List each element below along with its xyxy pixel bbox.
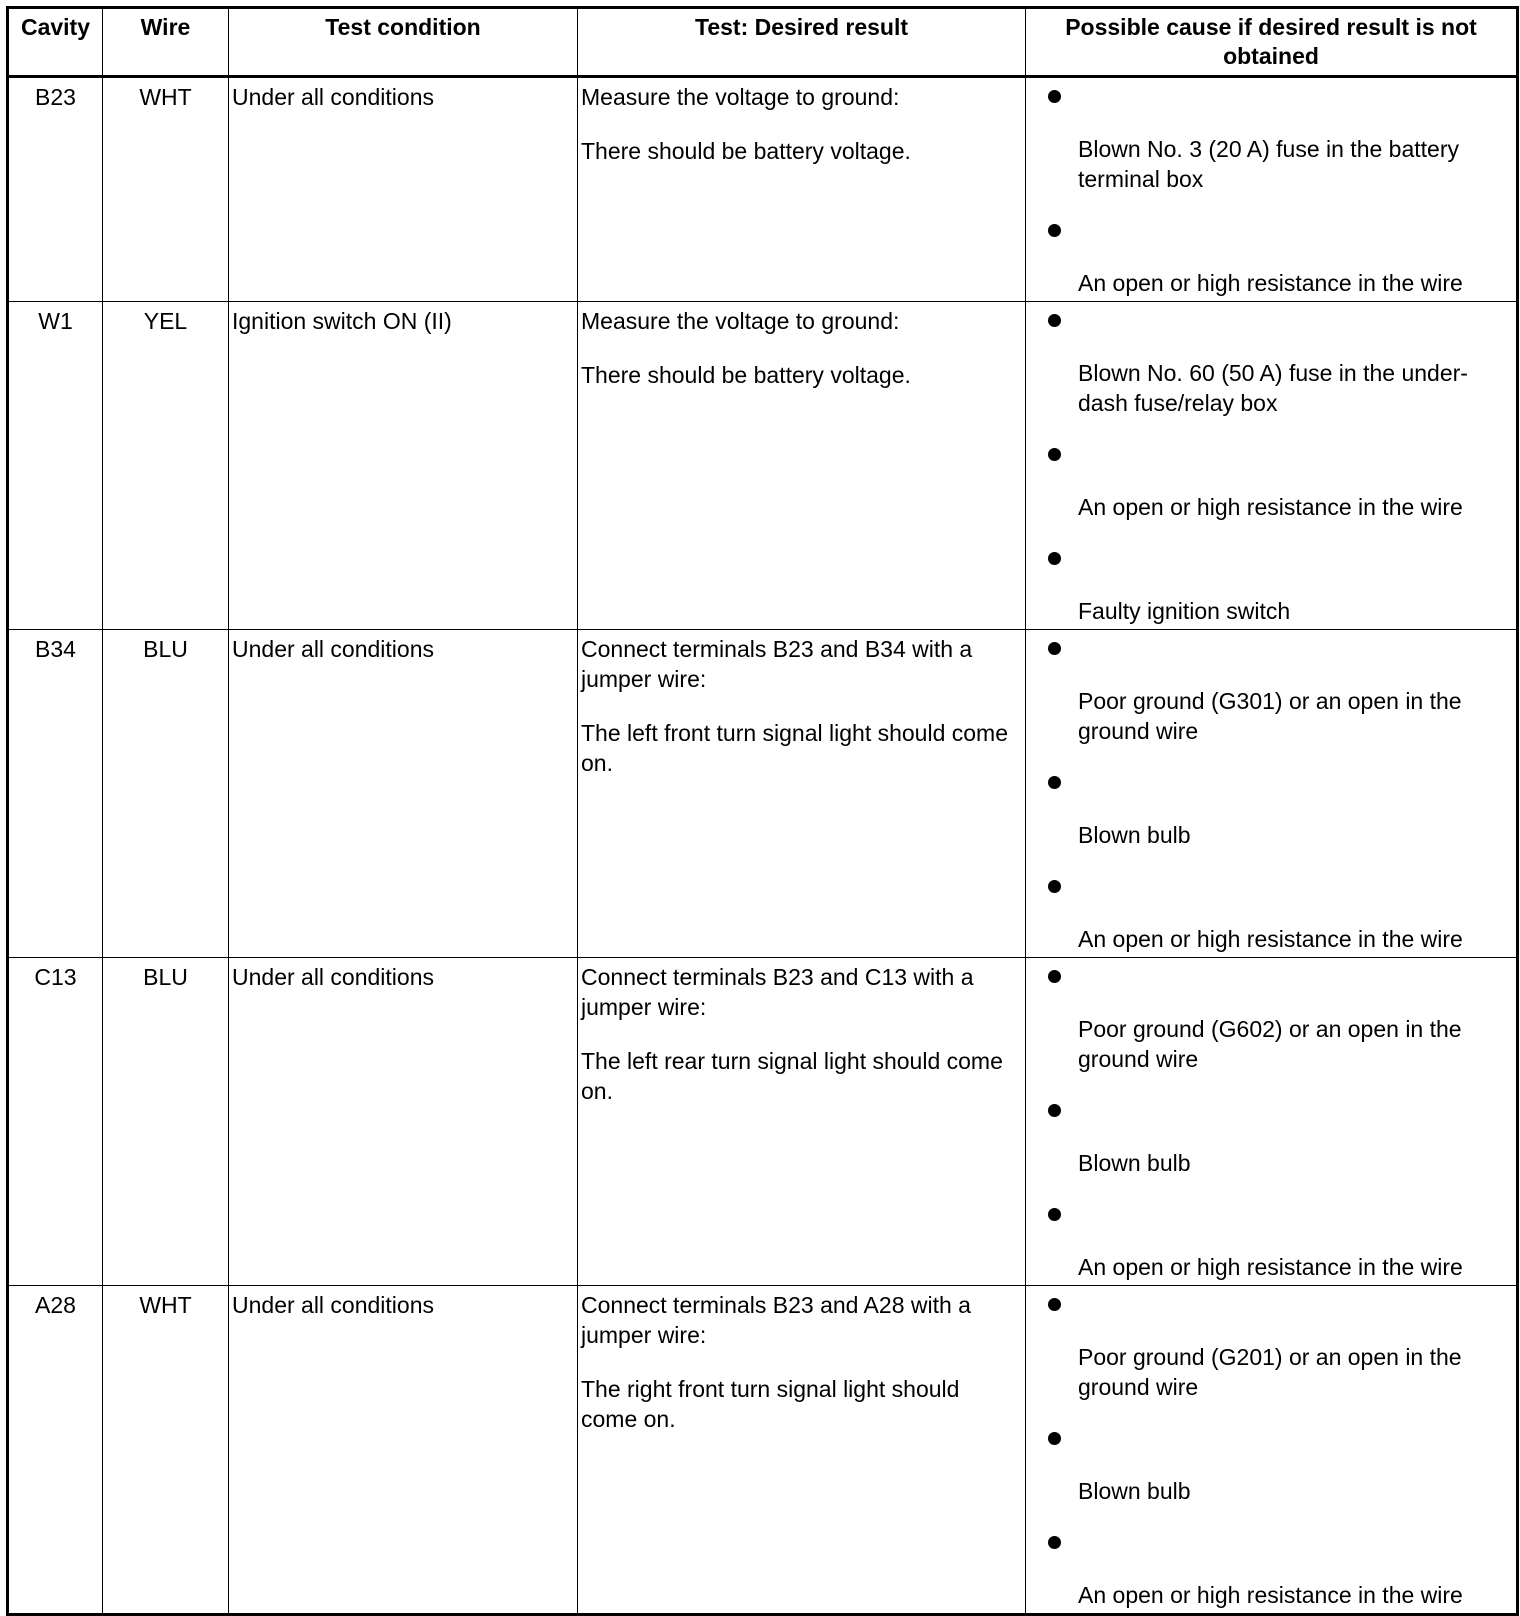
- cause-text: An open or high resistance in the wire: [1078, 1582, 1463, 1608]
- cause-item: [1026, 1196, 1516, 1282]
- cause-text: Blown No. 60 (50 A) fuse in the under-dash fuse/relay box: [1078, 360, 1468, 416]
- condition-cell: Under all conditions: [229, 958, 578, 1286]
- cause-cell: [1026, 302, 1518, 630]
- cause-cell: [1026, 630, 1518, 958]
- cause-text: Faulty ignition switch: [1078, 598, 1291, 624]
- cause-text: Blown No. 3 (20 A) fuse in the battery terminal box: [1078, 136, 1459, 192]
- header-desired-result: Test: Desired result: [578, 8, 1026, 77]
- bullet-icon: [1048, 224, 1061, 237]
- cause-text: Blown bulb: [1078, 822, 1191, 848]
- cause-item: [1026, 78, 1516, 194]
- cause-item: [1026, 1092, 1516, 1178]
- cause-item: [1026, 764, 1516, 850]
- cause-item: [1026, 1286, 1516, 1402]
- wire-cell: BLU: [103, 958, 229, 1286]
- table-header-row: [8, 8, 1518, 77]
- wire-cell: BLU: [103, 630, 229, 958]
- cavity-cell: A28: [8, 1286, 103, 1615]
- bullet-icon: [1048, 1298, 1061, 1311]
- bullet-icon: [1048, 1432, 1061, 1445]
- bullet-icon: [1048, 880, 1061, 893]
- cause-cell: [1026, 958, 1518, 1286]
- cause-cell: [1026, 1286, 1518, 1615]
- bullet-icon: [1048, 90, 1061, 103]
- cause-text: Poor ground (G201) or an open in the ground wire: [1078, 1344, 1462, 1400]
- cause-item: [1026, 1420, 1516, 1506]
- result-line: The left rear turn signal light should come on.: [581, 1048, 1003, 1104]
- bullet-icon: [1048, 1536, 1061, 1549]
- bullet-icon: [1048, 552, 1061, 565]
- wire-cell: WHT: [103, 1286, 229, 1615]
- cause-text: An open or high resistance in the wire: [1078, 926, 1463, 952]
- result-line: Connect terminals B23 and A28 with a jumper wire:: [581, 1292, 971, 1348]
- wire-cell: YEL: [103, 302, 229, 630]
- result-line: Connect terminals B23 and C13 with a jumper wire:: [581, 964, 974, 1020]
- bullet-icon: [1048, 314, 1061, 327]
- cause-text: Poor ground (G301) or an open in the ground wire: [1078, 688, 1462, 744]
- result-cell: [578, 958, 1026, 1286]
- cause-text: Poor ground (G602) or an open in the ground wire: [1078, 1016, 1462, 1072]
- condition-cell: Under all conditions: [229, 630, 578, 958]
- result-cell: [578, 1286, 1026, 1615]
- table-row: [8, 630, 1518, 958]
- header-wire: Wire: [103, 8, 229, 77]
- cause-item: [1026, 958, 1516, 1074]
- cause-item: [1026, 630, 1516, 746]
- result-line: Measure the voltage to ground:: [581, 84, 900, 110]
- result-line: There should be battery voltage.: [581, 362, 911, 388]
- condition-cell: Under all conditions: [229, 1286, 578, 1615]
- cause-text: Blown bulb: [1078, 1478, 1191, 1504]
- bullet-icon: [1048, 776, 1061, 789]
- header-cavity: Cavity: [8, 8, 103, 77]
- table-row: [8, 77, 1518, 302]
- cause-text: An open or high resistance in the wire: [1078, 494, 1463, 520]
- bullet-icon: [1048, 1104, 1061, 1117]
- cavity-cell: B34: [8, 630, 103, 958]
- cavity-cell: C13: [8, 958, 103, 1286]
- cavity-cell: B23: [8, 77, 103, 302]
- cause-item: [1026, 436, 1516, 522]
- diagnostic-table: [6, 6, 1519, 1616]
- wire-cell: WHT: [103, 77, 229, 302]
- cause-text: An open or high resistance in the wire: [1078, 1254, 1463, 1280]
- table-row: [8, 1286, 1518, 1615]
- result-cell: [578, 630, 1026, 958]
- bullet-icon: [1048, 448, 1061, 461]
- header-test-condition: Test condition: [229, 8, 578, 77]
- cause-text: An open or high resistance in the wire: [1078, 270, 1463, 296]
- condition-cell: Ignition switch ON (II): [229, 302, 578, 630]
- cause-text: Blown bulb: [1078, 1150, 1191, 1176]
- cause-item: [1026, 868, 1516, 954]
- cavity-cell: W1: [8, 302, 103, 630]
- header-possible-cause: Possible cause if desired result is not obtained: [1026, 8, 1518, 77]
- condition-cell: Under all conditions: [229, 77, 578, 302]
- result-line: There should be battery voltage.: [581, 138, 911, 164]
- cause-item: [1026, 540, 1516, 626]
- result-cell: [578, 77, 1026, 302]
- result-line: Connect terminals B23 and B34 with a jumper wire:: [581, 636, 973, 692]
- result-line: The right front turn signal light should come on.: [581, 1376, 960, 1432]
- result-cell: [578, 302, 1026, 630]
- bullet-icon: [1048, 970, 1061, 983]
- bullet-icon: [1048, 1208, 1061, 1221]
- table-row: [8, 958, 1518, 1286]
- cause-item: [1026, 1524, 1516, 1610]
- bullet-icon: [1048, 642, 1061, 655]
- cause-item: [1026, 302, 1516, 418]
- result-line: Measure the voltage to ground:: [581, 308, 900, 334]
- result-line: The left front turn signal light should come on.: [581, 720, 1009, 776]
- cause-cell: [1026, 77, 1518, 302]
- table-row: [8, 302, 1518, 630]
- cause-item: [1026, 212, 1516, 298]
